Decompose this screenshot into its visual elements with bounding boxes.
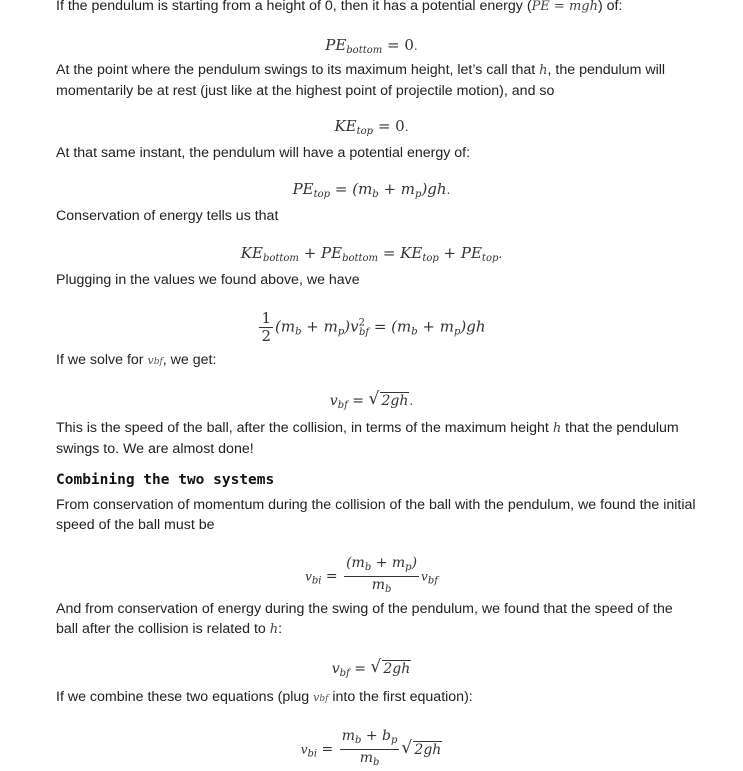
eq-term: ) xyxy=(411,555,418,571)
eq-term: v xyxy=(331,661,340,677)
text: At the point where the pendulum swings to its maximum height, let’s call that xyxy=(56,62,540,78)
eq-term: v xyxy=(329,393,338,409)
eq-term: + m xyxy=(371,555,406,571)
paragraph-conservation-energy: Conservation of energy tells us that xyxy=(56,208,279,224)
eq-subscript: p xyxy=(391,735,398,746)
eq-subscript: p xyxy=(337,326,345,338)
text: And from conservation of energy during the swing of the pendulum, we found that the speed of the ball after the collision is related to xyxy=(56,601,673,637)
eq-term: = (m xyxy=(334,180,373,198)
eq-subscript: b xyxy=(372,189,379,200)
equation-vbi-fraction xyxy=(0,555,743,598)
section-heading: Combining the two systems xyxy=(56,472,275,488)
eq-term: KE xyxy=(240,244,263,262)
text: , we get: xyxy=(162,352,217,368)
text: , the pendulum will momentarily be at rest (just like at the highest point of projectile motion), and so xyxy=(56,62,666,99)
equation-vbi-final xyxy=(0,728,743,771)
eq-subscript: p xyxy=(415,189,422,200)
equation-pe-top: $PE_{top} = (m_b + m_p)gh$. xyxy=(292,180,451,200)
eq-subscript: b xyxy=(355,735,362,746)
eq-term: PE xyxy=(292,180,314,198)
eq-subscript: bottom xyxy=(346,45,383,56)
eq-subscript: bottom xyxy=(342,253,379,264)
eq-term: + m xyxy=(378,180,416,198)
eq-subscript: bf xyxy=(337,400,348,411)
fraction-momentum xyxy=(344,555,419,598)
eq-term: PE xyxy=(325,36,347,54)
fraction-denominator: 2 xyxy=(261,327,272,345)
eq-subscript: top xyxy=(356,126,374,137)
eq-term: KE xyxy=(334,117,357,135)
eq-term: v xyxy=(300,742,308,757)
fraction-denominator xyxy=(344,577,419,598)
inline-math-h: h xyxy=(269,622,279,637)
fraction-denominator xyxy=(340,750,400,771)
eq-term: )gh xyxy=(421,180,447,198)
text: If we solve for xyxy=(56,352,148,368)
paragraph-combine-equations xyxy=(56,687,696,709)
equation-energy-conservation: $KE_{bottom} + PE_{bottom} = KE_{top} + PE_{top}$. xyxy=(240,244,503,264)
paragraph-solve-for-vbf xyxy=(56,350,696,372)
radical-sign: √ xyxy=(370,657,382,677)
eq-subscript: bottom xyxy=(262,253,299,264)
equation-pe-bottom: $PE_{bottom} = 0$. xyxy=(325,36,418,56)
eq-term: = KE xyxy=(378,244,423,262)
paragraph-conservation-energy-swing xyxy=(56,599,696,640)
eq-subscript: p xyxy=(405,562,412,573)
eq-subscript: bf xyxy=(358,326,370,338)
eq-superscript: 2 xyxy=(358,317,365,329)
eq-term: + m xyxy=(417,317,454,336)
radicand: 2gh xyxy=(381,393,409,409)
eq-term: = (m xyxy=(369,317,412,336)
paragraph-plugging-values: Plugging in the values we found above, we have xyxy=(56,272,360,288)
eq-term: + m xyxy=(301,317,338,336)
eq-term: = xyxy=(321,568,343,585)
eq-subscript: p xyxy=(453,326,461,338)
radicand: 2gh xyxy=(383,661,411,677)
eq-term: v xyxy=(305,569,312,584)
eq-subscript: bi xyxy=(307,748,318,760)
inline-math-subscript: bf xyxy=(319,694,329,704)
eq-subscript: top xyxy=(422,253,439,264)
eq-term: + PE xyxy=(298,244,343,262)
equation-ke-top: $KE_{top} = 0$. xyxy=(334,117,409,137)
eq-term: + PE xyxy=(438,244,482,262)
eq-term: (m xyxy=(346,555,365,571)
eq-term: m xyxy=(371,577,385,593)
eq-term: )gh xyxy=(460,317,486,336)
text: If the pendulum is starting from a height of 0, then it has a potential energy ( xyxy=(56,0,532,14)
text: If we combine these two equations (plug xyxy=(56,689,314,705)
eq-term: = xyxy=(347,393,369,409)
eq-subscript: b xyxy=(364,562,372,573)
eq-term: (m xyxy=(275,317,296,336)
inline-math-h: h xyxy=(552,421,562,436)
fraction-numerator xyxy=(344,555,419,577)
fraction-final xyxy=(340,728,400,771)
inline-math-v: v xyxy=(147,354,154,367)
text: that the pendulum swings to. We are almost done! xyxy=(56,420,679,457)
radicand: 2gh xyxy=(414,741,442,758)
inline-math-v: v xyxy=(313,691,320,704)
eq-term: = 0 xyxy=(377,117,405,135)
eq-subscript: bf xyxy=(339,668,350,679)
eq-term: m xyxy=(341,728,355,744)
paragraph-potential-energy-intro xyxy=(56,0,696,17)
fraction-one-half xyxy=(259,310,273,345)
eq-subscript: top xyxy=(481,253,499,264)
eq-subscript: b xyxy=(385,584,392,595)
text: into the first equation): xyxy=(328,689,473,705)
equation-kinetic-equals-potential xyxy=(0,310,743,345)
eq-term: = 0 xyxy=(387,36,414,54)
radical-sign: √ xyxy=(401,737,413,758)
paragraph-same-instant: At that same instant, the pendulum will have a potential energy of: xyxy=(56,145,471,161)
inline-math-pe-mgh: PE = mgh xyxy=(531,0,598,14)
fraction-numerator: 1 xyxy=(261,309,272,327)
sqrt xyxy=(368,389,409,410)
paragraph-conservation-momentum: From conservation of momentum during the collision of the ball with the pendulum, we found the initial speed of the ball must be xyxy=(56,497,696,533)
text: : xyxy=(278,621,283,637)
eq-term: m xyxy=(359,750,373,766)
eq-subscript: b xyxy=(295,326,302,338)
eq-term: )v xyxy=(344,317,359,336)
paragraph-max-height xyxy=(56,60,696,101)
eq-subscript: b xyxy=(373,757,380,768)
equation-vbf-sqrt: $v_{bf}$ = √ 2gh. xyxy=(329,389,414,411)
paragraph-speed-of-ball xyxy=(56,418,696,459)
radical-sign: √ xyxy=(368,389,380,409)
equation-vbf-sqrt-repeat xyxy=(0,657,743,679)
fraction-numerator xyxy=(340,728,400,750)
inline-math-h: h xyxy=(539,63,548,78)
eq-term: = xyxy=(349,661,371,677)
eq-term: = xyxy=(317,741,338,758)
sqrt xyxy=(401,737,442,759)
eq-subscript: bi xyxy=(311,575,322,587)
inline-math-subscript: bf xyxy=(153,357,163,367)
eq-term: + b xyxy=(361,728,391,744)
eq-subscript: b xyxy=(411,326,418,338)
text: This is the speed of the ball, after the collision, in terms of the maximum height xyxy=(56,420,553,436)
text: ) of: xyxy=(597,0,623,14)
eq-subscript: bf xyxy=(427,575,438,587)
sqrt xyxy=(370,657,411,678)
eq-term: v xyxy=(421,569,428,584)
eq-subscript: top xyxy=(313,189,331,200)
